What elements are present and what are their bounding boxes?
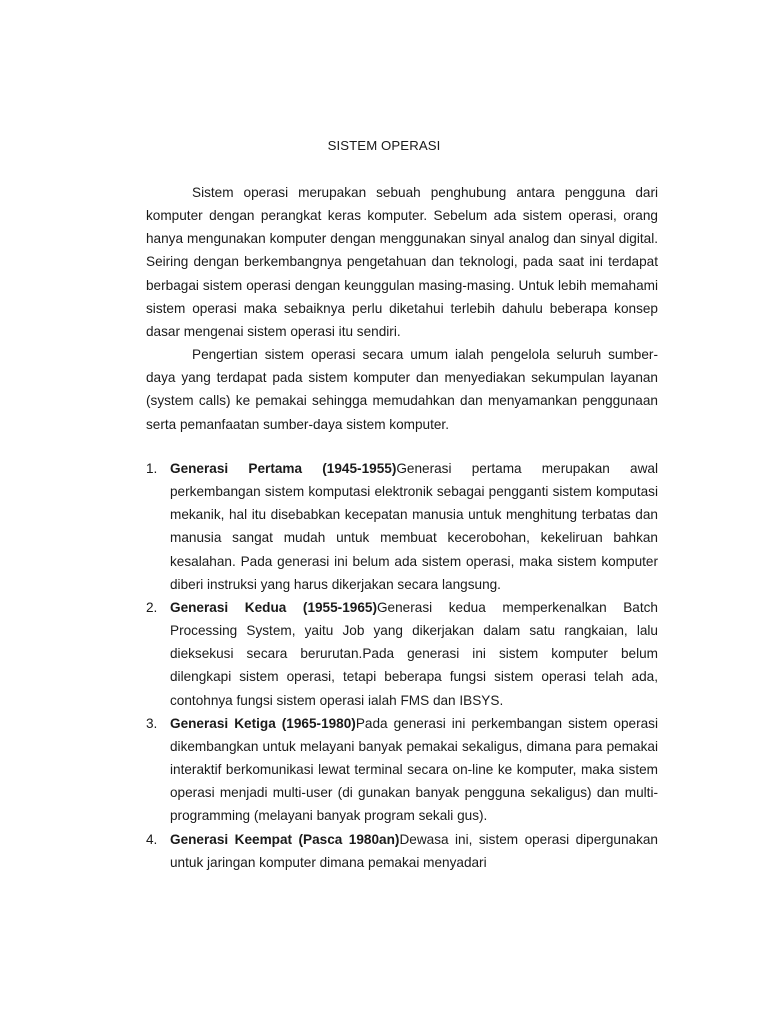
generation-text: Generasi kedua memperkenalkan Batch Processing System, yaitu Job yang dikerjakan dalam satu rangkaian, lalu dieksekusi secara berurutan.Pada generasi ini sistem komputer belum dilengkapi sistem operasi, tetapi beberapa fungsi sistem operasi telah ada, contohnya fungsi sistem operasi ialah FMS dan IBSYS. [170, 599, 658, 708]
list-number: 1. [146, 461, 158, 476]
document-title: SISTEM OPERASI [327, 138, 441, 153]
generation-text: Dewasa ini, sistem operasi dipergunakan untuk jaringan komputer dimana pemakai menyadari [170, 831, 658, 870]
list-item [146, 828, 658, 874]
generation-heading: Generasi Ketiga (1965-1980) [170, 715, 356, 731]
generation-heading: Generasi Keempat (Pasca 1980an) [170, 831, 400, 847]
list-number: 3. [146, 715, 158, 731]
list-item [146, 596, 658, 712]
list-number: 4. [146, 831, 158, 847]
generation-text: Pada generasi ini perkembangan sistem operasi dikembangkan untuk melayani banyak pemakai sekaligus, dimana para pemakai interaktif berkomunikasi lewat terminal secara on-line ke komputer, maka sistem operasi menjadi multi-user (di gunakan banyak pengguna sekaligus) dan multi-programming (melayani banyak program sekali gus). [170, 715, 658, 824]
definition-paragraph: Pengertian sistem operasi secara umum ialah pengelola seluruh sumber-daya yang terdapat pada sistem komputer dan menyediakan sekumpulan layanan (system calls) ke pemakai sehingga memudahkan dan menyamankan penggunaan serta pemanfaatan sumber-daya sistem komputer. [146, 347, 658, 432]
intro-body [146, 181, 658, 436]
generation-heading: Generasi Pertama (1945-1955) [170, 461, 397, 476]
list-item [146, 457, 658, 596]
generation-heading: Generasi Kedua (1955-1965) [170, 599, 377, 615]
generation-text: Generasi pertama merupakan awal perkembangan sistem komputasi elektronik sebagai pengganti sistem komputasi mekanik, hal itu disebabkan kecepatan manusia untuk menghitung terbatas dan manusia sangat mudah untuk membuat kecerobohan, kekeliruan bahkan kesalahan. Pada generasi ini belum ada sistem operasi, maka sistem komputer diberi instruksi yang harus dikerjakan secara langsung. [170, 461, 658, 592]
list-item [146, 712, 658, 828]
intro-paragraph: Sistem operasi merupakan sebuah penghubung antara pengguna dari komputer dengan perangkat keras komputer. Sebelum ada sistem operasi, orang hanya mengunakan komputer dengan menggunakan sinyal analog dan sinyal digital. Seiring dengan berkembangnya pengetahuan dan teknologi, pada saat ini terdapat berbagai sistem operasi dengan keunggulan masing-masing. Untuk lebih memahami sistem operasi maka sebaiknya perlu diketahui terlebih dahulu beberapa konsep dasar mengenai sistem operasi itu sendiri. [146, 185, 658, 339]
list-number: 2. [146, 599, 158, 615]
generations-list [146, 457, 658, 874]
